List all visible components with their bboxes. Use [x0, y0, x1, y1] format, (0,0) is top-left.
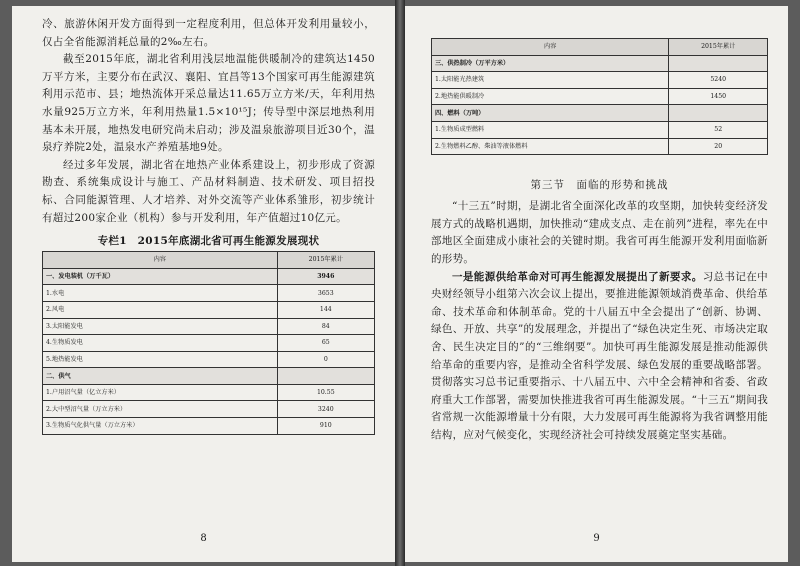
- table-row: [432, 55, 768, 72]
- right-paragraph-1: “十三五”时期，是湖北省全面深化改革的攻坚期，加快转变经济发展方式的战略机遇期，加快推动“建成支点、走在前列”进程，率先在中部地区全面建成小康社会的关键时期。我省可再生能源开发利用面临新的形势。: [431, 200, 768, 265]
- table-row: [43, 301, 375, 318]
- left-paragraph-1: 冷、旅游休闲开发方面得到一定程度利用，但总体开发利用量较小，仅占全省能源消耗总量的2‰左右。: [42, 18, 375, 48]
- table-row: [43, 368, 375, 385]
- row-value: 20: [669, 138, 768, 155]
- row-label: 4.生物质发电: [43, 335, 278, 352]
- row-label: 2.生物燃料乙醇、柴油等液体燃料: [432, 138, 669, 155]
- row-label: 2.地热能供暖制冷: [432, 88, 669, 105]
- row-value: 52: [669, 121, 768, 138]
- table-row: [43, 268, 375, 285]
- row-value: [669, 55, 768, 72]
- book-spine: [395, 0, 405, 566]
- row-value: 0: [277, 351, 374, 368]
- table-row: [43, 384, 375, 401]
- left-paragraph-2: 截至2015年底，湖北省利用浅层地温能供暖制冷的建筑达1450万平方米，主要分布在武汉、襄阳、宜昌等13个国家可再生能源建筑利用示范市、县；地热流体开采总量达11.65万立方米/天，年利用热水量925万立方米，年利用热量1.5×10¹⁵J；传导型中深层地热利用基本未开展，地热发电研究尚未启动；涉及温泉旅游项目近30个，温泉疗养院2处，温泉水产养殖基地9处。: [42, 53, 375, 154]
- table-row: [432, 121, 768, 138]
- row-label: 1.生物质成型燃料: [432, 121, 669, 138]
- row-label: 3.生物质气化供气量（万立方米）: [43, 418, 278, 435]
- row-value: 1450: [669, 88, 768, 105]
- row-label: 一、发电装机（万千瓦）: [43, 268, 278, 285]
- right-paragraph-2: [431, 269, 768, 445]
- right-paragraph-2-body: 习总书记在中央财经领导小组第六次会议上提出，要推进能源领域消费革命、供给革命、技术革命和体制革命。党的十八届五中全会提出了“创新、协调、绿色、开放、共享”的发展理念，并提出了“绿色决定生死、市场决定取舍、民生决定目的”的“三维纲要”。加快可再生能源发展是推动能源供给革命的重要内容，是推动全省科学发展、绿色发展的重要战略部署。贯彻落实习总书记重要指示、十八届五中、六中全会精神和省委、省政府重大工作部署，需要加快推进我省可再生能源发展。“十三五”期间我省常规一次能源增量十分有限，大力发展可再生能源将为我省调整用能结构，应对气候变化，实现经济社会可持续发展奠定坚实基础。: [431, 270, 768, 441]
- table-row: [432, 138, 768, 155]
- row-value: 910: [277, 418, 374, 435]
- row-label: 二、供气: [43, 368, 278, 385]
- row-value: 84: [277, 318, 374, 335]
- renewable-energy-table-part-2: [431, 38, 768, 155]
- table-row: [43, 285, 375, 302]
- table-row: [43, 418, 375, 435]
- table-row: [432, 72, 768, 89]
- row-label: 5.地热能发电: [43, 351, 278, 368]
- row-label: 1.太阳能光热建筑: [432, 72, 669, 89]
- table-row: [432, 88, 768, 105]
- renewable-energy-table-part-1: [42, 251, 375, 435]
- header-content: 内容: [43, 252, 278, 269]
- row-label: 三、供热制冷（万平方米）: [432, 55, 669, 72]
- row-label: 2.风电: [43, 301, 278, 318]
- left-page: [12, 6, 395, 562]
- table-row: [43, 335, 375, 352]
- row-label: 1.水电: [43, 285, 278, 302]
- row-label: 四、燃料（万吨）: [432, 105, 669, 122]
- table-row: [43, 318, 375, 335]
- table-caption: 专栏1 2015年底湖北省可再生能源发展现状: [97, 235, 320, 248]
- row-label: 1.户用沼气量（亿立方米）: [43, 384, 278, 401]
- section-title: 第三节 面临的形势和挑战: [530, 179, 669, 192]
- header-content: 内容: [432, 39, 669, 56]
- header-value: 2015年累计: [669, 39, 768, 56]
- page-number-right: 9: [593, 533, 600, 544]
- row-value: 144: [277, 301, 374, 318]
- row-value: 10.55: [277, 384, 374, 401]
- row-value: [669, 105, 768, 122]
- right-page: [405, 6, 788, 562]
- row-value: 3240: [277, 401, 374, 418]
- row-value: 3946: [277, 268, 374, 285]
- row-label: 3.太阳能发电: [43, 318, 278, 335]
- right-paragraph-2-lead: 一是能源供给革命对可再生能源发展提出了新要求。: [452, 270, 703, 283]
- left-paragraph-3: 经过多年发展，湖北省在地热产业体系建设上，初步形成了资源勘查、系统集成设计与施工、产品材料制造、技术研发、项目招投标、合同能源管理、人才培养、对外交流等产业体系雏形，初步统计有超过200家企业（机构）参与开发利用，年产值超过10亿元。: [42, 158, 375, 224]
- row-value: [277, 368, 374, 385]
- row-value: 5240: [669, 72, 768, 89]
- page-number-left: 8: [200, 533, 207, 544]
- table-header-row: [432, 39, 768, 56]
- table-row: [432, 105, 768, 122]
- row-value: 65: [277, 335, 374, 352]
- table-header-row: [43, 252, 375, 269]
- table-row: [43, 401, 375, 418]
- table-row: [43, 351, 375, 368]
- row-value: 3653: [277, 285, 374, 302]
- row-label: 2.大中型沼气量（万立方米）: [43, 401, 278, 418]
- header-value: 2015年累计: [277, 252, 374, 269]
